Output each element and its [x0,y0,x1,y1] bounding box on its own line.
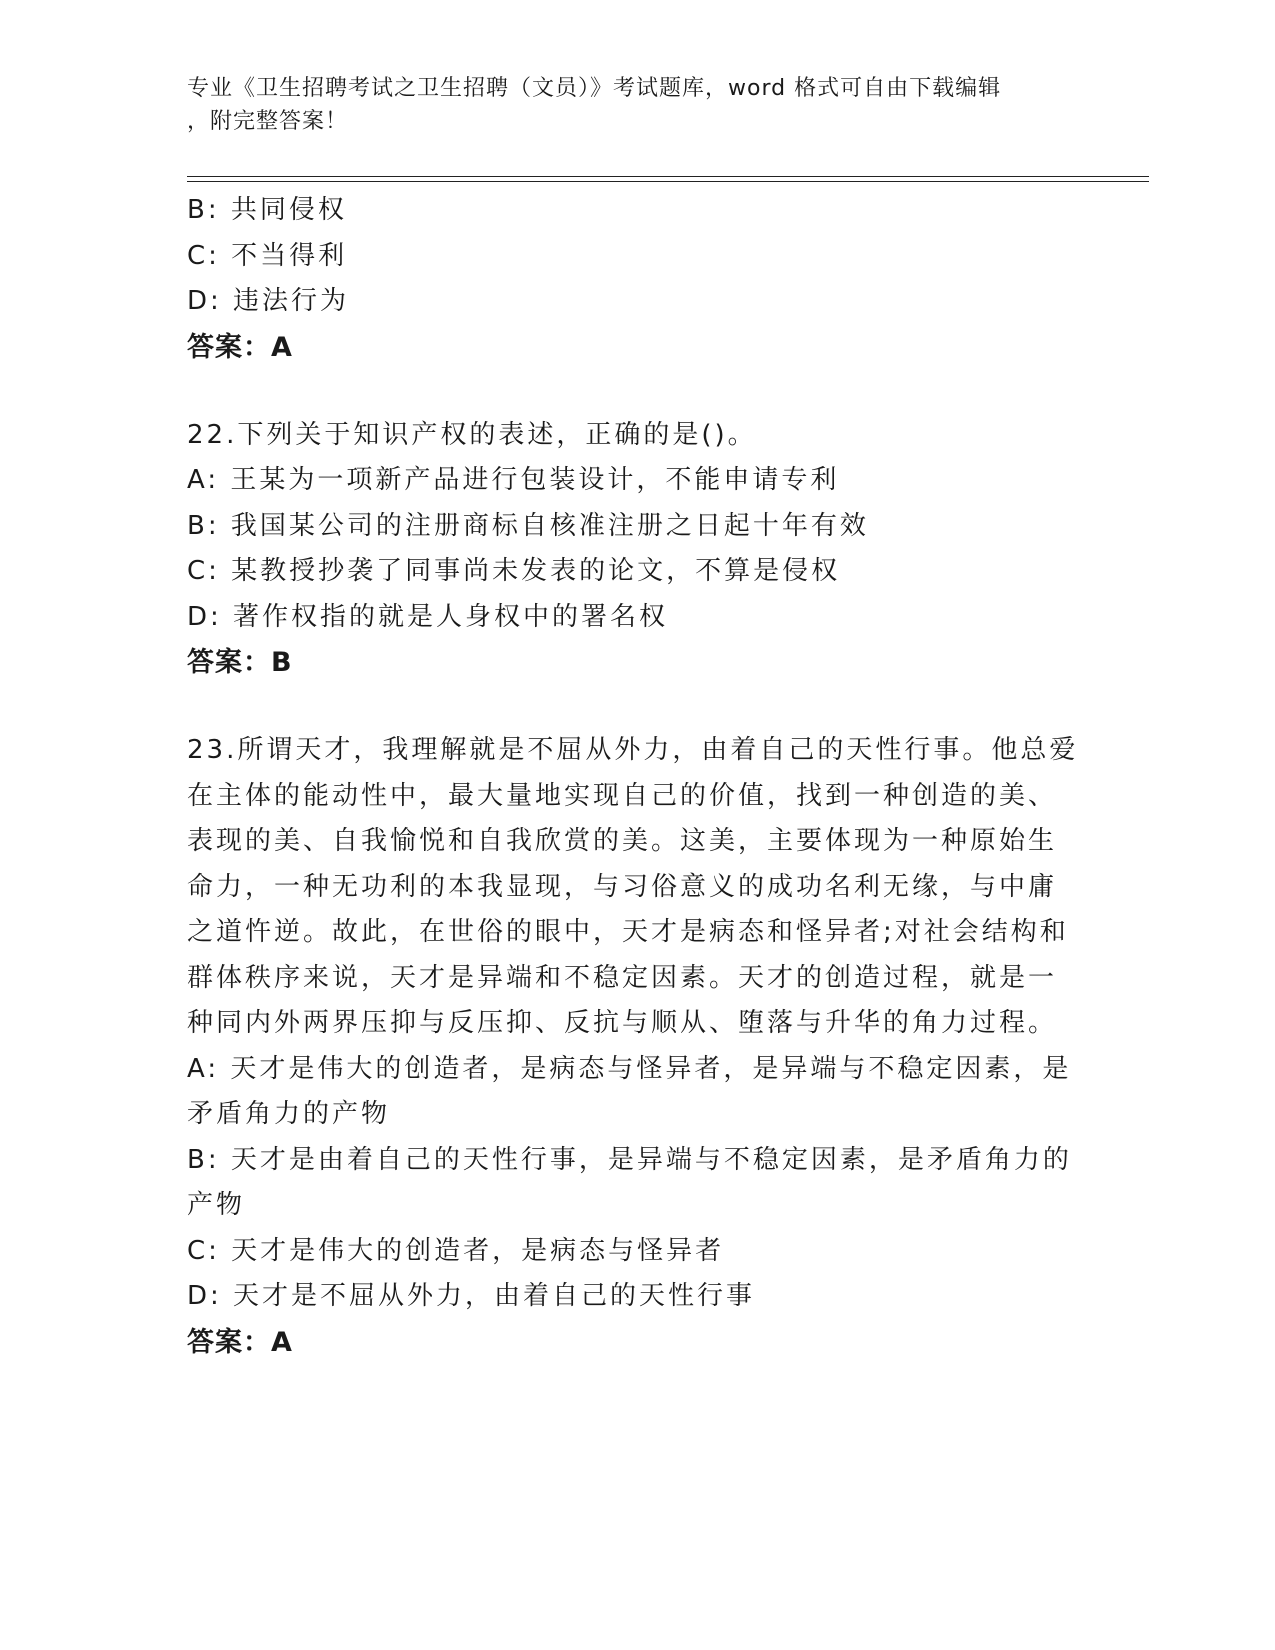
q23-option-a-line: 矛盾角力的产物 [187,1099,391,1129]
q21-answer: 答案：A [187,331,293,363]
q23-option-c: C: 天才是伟大的创造者，是病态与怪异者 [187,1235,725,1266]
q21-option-d: D: 违法行为 [187,286,350,316]
q23-question-line: 群体秩序来说，天才是异端和不稳定因素。天才的创造过程，就是一 [187,962,1058,993]
document-header [187,72,1067,138]
q23-question-line: 命力，一种无功利的本我显现，与习俗意义的成功名利无缘，与中庸 [187,871,1058,902]
q23-answer: 答案：A [187,1326,293,1358]
question-22-block [187,413,1067,687]
q23-question-line: 在主体的能动性中，最大量地实现自己的价值，找到一种创造的美、 [187,780,1058,811]
question-content [187,188,1079,1366]
spacer [187,686,1067,728]
q23-question-line: 表现的美、自我愉悦和自我欣赏的美。这美，主要体现为一种原始生 [187,826,1058,856]
q23-option-b-line: 产物 [187,1190,246,1220]
q23-question-line: 23.所谓天才，我理解就是不屈从外力，由着自己的天性行事。他总爱 [187,735,1079,765]
q23-option-a-line: A: 天才是伟大的创造者，是病态与怪异者，是异端与不稳定因素，是 [187,1053,1072,1084]
q22-option-c: C: 某教授抄袭了同事尚未发表的论文，不算是侵权 [187,556,841,586]
q22-option-d: D: 著作权指的就是人身权中的署名权 [187,601,669,632]
q23-question-line: 之道忤逆。故此，在世俗的眼中，天才是病态和怪异者;对社会结构和 [187,917,1069,947]
spacer [187,371,1067,413]
question-23-block [187,728,1079,1366]
header-rule-bottom [187,181,1149,182]
question-21-block [187,188,1067,371]
header-line-2: ，附完整答案！ [187,109,349,134]
q22-question: 22.下列关于知识产权的表述，正确的是()。 [187,419,757,450]
q22-option-b: B: 我国某公司的注册商标自核准注册之日起十年有效 [187,510,869,541]
q22-answer: 答案：B [187,647,293,678]
q23-option-b-line: B: 天才是由着自己的天性行事，是异端与不稳定因素，是矛盾角力的 [187,1144,1072,1175]
q23-option-d: D: 天才是不屈从外力，由着自己的天性行事 [187,1281,756,1311]
header-line-1: 专业《卫生招聘考试之卫生招聘（文员）》考试题库，word 格式可自由下载编辑 [187,76,1002,101]
q21-option-b: B: 共同侵权 [187,195,347,225]
q23-question-line: 种同内外两界压抑与反压抑、反抗与顺从、堕落与升华的角力过程。 [187,1008,1058,1038]
q21-option-c: C: 不当得利 [187,240,348,271]
q22-option-a: A: 王某为一项新产品进行包装设计，不能申请专利 [187,465,840,495]
header-rule-top [187,176,1149,177]
